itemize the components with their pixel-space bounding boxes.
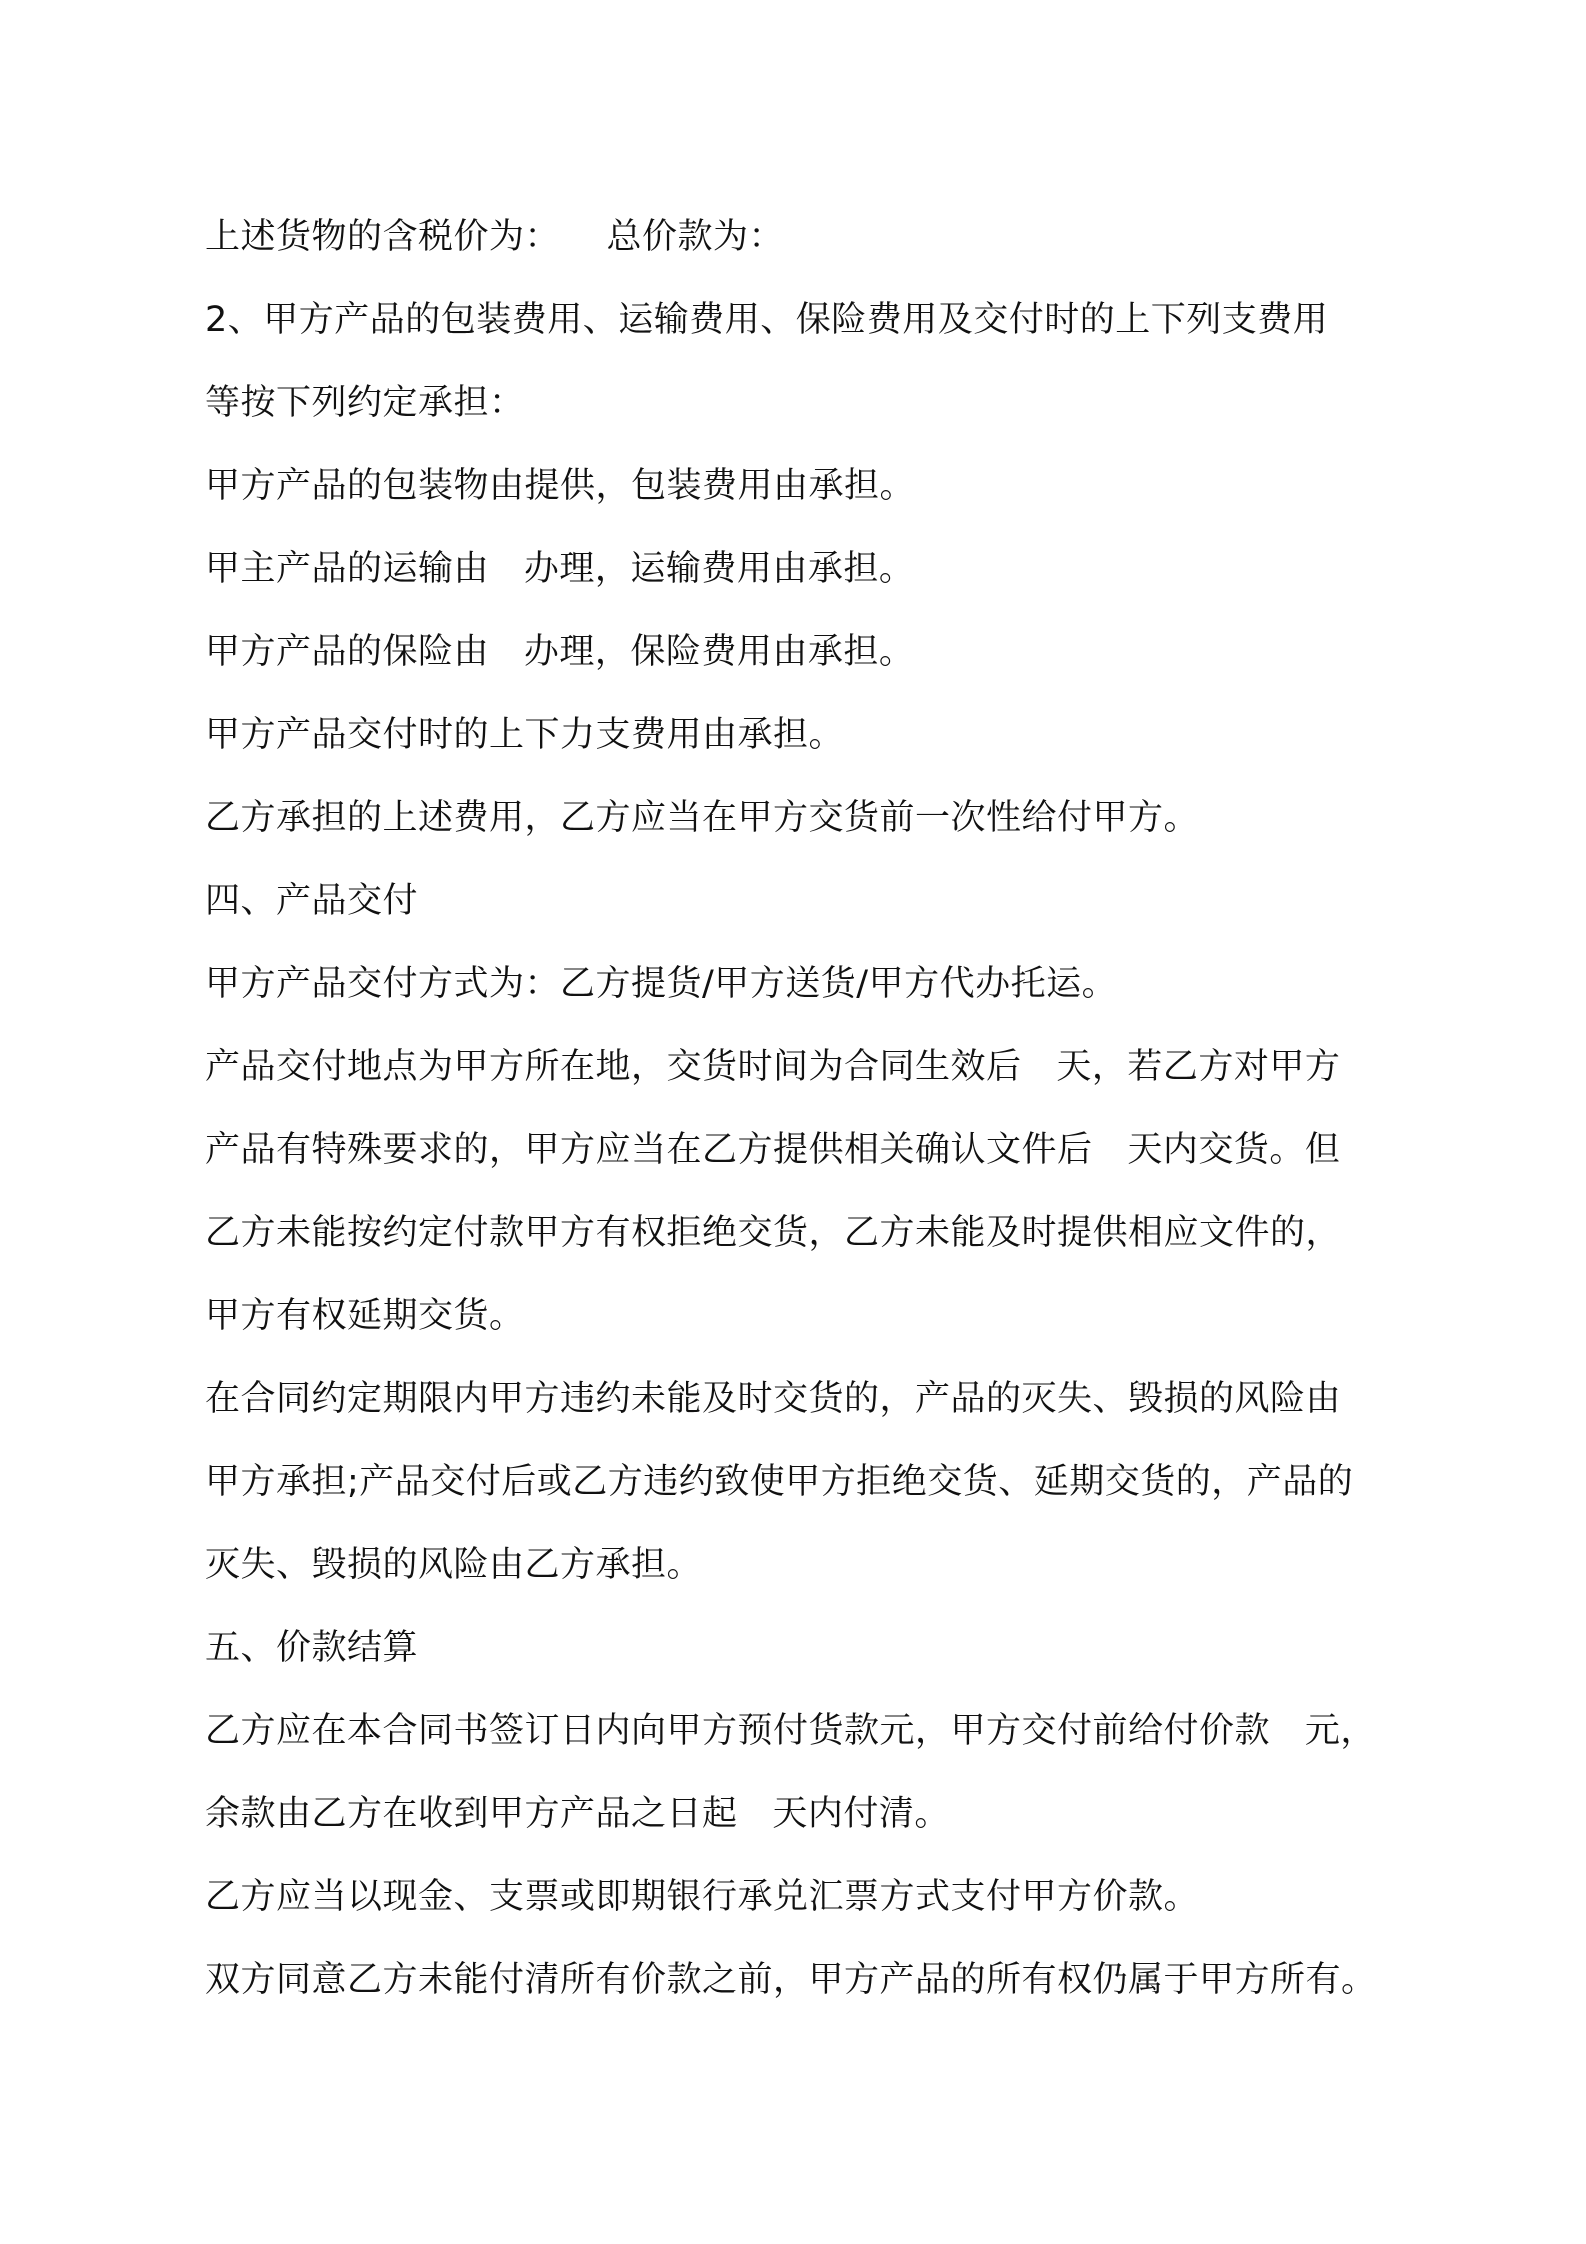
risk-line-3: 灭失、毁损的风险由乙方承担。 [205, 1545, 703, 1585]
buyer-fee-line: 乙方承担的上述费用，乙方应当在甲方交货前一次性给付甲方。 [205, 798, 1200, 838]
delivery-method-line: 甲方产品交付方式为：乙方提货/甲方送货/甲方代办托运。 [205, 964, 1118, 1004]
delivery-fee-line: 甲方产品交付时的上下力支费用由承担。 [205, 715, 845, 755]
document-body [205, 196, 1435, 2022]
price-line: 上述货物的含税价为： 总价款为： [205, 217, 785, 257]
clause-2-continuation: 等按下列约定承担： [205, 383, 525, 423]
delivery-place-line: 产品交付地点为甲方所在地，交货时间为合同生效后 天，若乙方对甲方 [205, 1047, 1341, 1087]
payment-line-2: 余款由乙方在收到甲方产品之日起 天内付清。 [205, 1794, 950, 1834]
packaging-line: 甲方产品的包装物由提供，包装费用由承担。 [205, 466, 916, 506]
transport-line: 甲主产品的运输由 办理，运输费用由承担。 [205, 549, 915, 589]
payment-line-1: 乙方应在本合同书签订日内向甲方预付货款元，甲方交付前给付价款 元， [205, 1711, 1376, 1751]
delivery-special-line: 产品有特殊要求的，甲方应当在乙方提供相关确认文件后 天内交货。但 [205, 1130, 1341, 1170]
ownership-line: 双方同意乙方未能付清所有价款之前，甲方产品的所有权仍属于甲方所有。 [205, 1960, 1377, 2000]
risk-line-1: 在合同约定期限内甲方违约未能及时交货的，产品的灭失、毁损的风险由 [205, 1379, 1342, 1419]
payment-method-line: 乙方应当以现金、支票或即期银行承兑汇票方式支付甲方价款。 [205, 1877, 1200, 1917]
section-5-heading: 五、价款结算 [205, 1628, 419, 1668]
delivery-delay-line: 甲方有权延期交货。 [205, 1296, 525, 1336]
clause-2-line: 2、甲方产品的包装费用、运输费用、保险费用及交付时的上下列支费用 [205, 300, 1329, 340]
section-4-heading: 四、产品交付 [205, 881, 419, 921]
delivery-refuse-line: 乙方未能按约定付款甲方有权拒绝交货，乙方未能及时提供相应文件的， [205, 1213, 1342, 1253]
risk-line-2: 甲方承担;产品交付后或乙方违约致使甲方拒绝交货、延期交货的，产品的 [205, 1462, 1354, 1502]
insurance-line: 甲方产品的保险由 办理，保险费用由承担。 [205, 632, 915, 672]
